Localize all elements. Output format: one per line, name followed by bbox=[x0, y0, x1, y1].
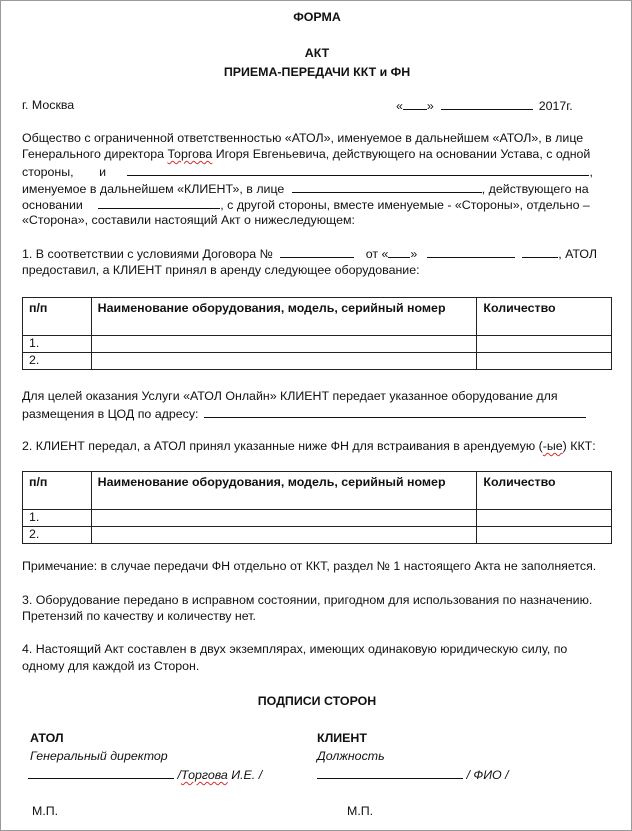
intro-line-4: именуемое в дальнейшем «КЛИЕНТ», в лице , действующего на bbox=[22, 182, 589, 196]
table-row bbox=[23, 353, 612, 370]
atol-seal-label: М.П. bbox=[32, 804, 59, 818]
atol-signature-blank[interactable] bbox=[28, 767, 174, 779]
quantity-cell[interactable] bbox=[477, 510, 612, 527]
table-row bbox=[23, 527, 612, 544]
section1-line-2: предоставил, а КЛИЕНТ принял в аренду следующее оборудование: bbox=[22, 263, 420, 277]
client-party-label: КЛИЕНТ bbox=[317, 731, 367, 745]
intro-line-5: основании , с другой стороны, вместе именуемые - «Стороны», отдельно – bbox=[22, 198, 590, 212]
section4-line-1: 4. Настоящий Акт составлен в двух экземплярах, имеющих одинаковую юридическую силу, по bbox=[22, 642, 568, 656]
intro-line-2: Генерального директора Торгова Игоря Евгеньевича, действующего на основании Устава, с одной bbox=[22, 147, 591, 161]
client-signature-blank[interactable] bbox=[317, 767, 463, 779]
quantity-cell[interactable] bbox=[477, 353, 612, 370]
atol-position: Генеральный директор bbox=[30, 749, 168, 763]
row-number: 1. bbox=[23, 510, 92, 527]
col-header-quantity: Количество bbox=[477, 298, 612, 336]
atol-online-line-2: размещения в ЦОД по адресу: bbox=[22, 406, 586, 421]
client-signature-line: / ФИО / bbox=[317, 767, 509, 782]
section3-line-1: 3. Оборудование передано в исправном состоянии, пригодном для использования по назначению. bbox=[22, 593, 593, 607]
contract-number-blank[interactable] bbox=[280, 246, 354, 258]
equipment-name-cell[interactable] bbox=[91, 527, 477, 544]
row-number: 1. bbox=[23, 336, 92, 353]
atol-party-label: АТОЛ bbox=[30, 731, 64, 745]
note-text: Примечание: в случае передачи ФН отдельно от ККТ, раздел № 1 настоящего Акта не заполняется. bbox=[22, 559, 597, 573]
date-field[interactable] bbox=[396, 98, 573, 113]
section2-text: 2. КЛИЕНТ передал, а АТОЛ принял указанные ниже ФН для встраивания в арендуемую (-ые) ККТ: bbox=[22, 439, 596, 453]
month-blank[interactable] bbox=[441, 98, 533, 110]
representative-blank[interactable] bbox=[292, 181, 482, 193]
basis-blank[interactable] bbox=[98, 197, 220, 209]
section1-line-1: 1. В соответствии с условиями Договора № от « » , АТОЛ bbox=[22, 247, 598, 261]
section3-line-2: Претензий по качеству и количеству нет. bbox=[22, 609, 256, 623]
datacenter-address-blank[interactable] bbox=[204, 406, 586, 418]
client-seal-label: М.П. bbox=[347, 804, 374, 818]
director-surname: Торгова bbox=[167, 147, 213, 161]
quantity-cell[interactable] bbox=[477, 527, 612, 544]
quote-close: » bbox=[426, 99, 434, 113]
col-header-name: Наименование оборудования, модель, серийный номер bbox=[91, 298, 477, 336]
day-blank[interactable] bbox=[403, 98, 427, 110]
atol-signature-line: /Торгова И.Е. / bbox=[28, 767, 262, 782]
equipment-table bbox=[22, 297, 612, 370]
act-title: АКТ bbox=[304, 46, 330, 60]
intro-line-6: «Сторона», составили настоящий Акт о нижеследующем: bbox=[22, 213, 355, 227]
section4-line-2: одному для каждой из Сторон. bbox=[22, 659, 200, 673]
year-label: 2017г. bbox=[538, 99, 573, 113]
intro-line-1: Общество с ограниченной ответственностью «АТОЛ», именуемое в дальнейшем «АТОЛ», в лице bbox=[22, 131, 584, 145]
col-header-number: п/п bbox=[23, 298, 92, 336]
col-header-quantity: Количество bbox=[477, 472, 612, 510]
contract-year-blank[interactable] bbox=[522, 246, 558, 258]
signatures-title: ПОДПИСИ СТОРОН bbox=[257, 694, 377, 708]
form-label: ФОРМА bbox=[293, 10, 341, 24]
equipment-name-cell[interactable] bbox=[91, 510, 477, 527]
table-row bbox=[23, 336, 612, 353]
intro-line-3: стороны, и , bbox=[22, 165, 593, 179]
table-header-row bbox=[23, 298, 612, 336]
city-label: г. Москва bbox=[22, 98, 75, 112]
atol-online-line-1: Для целей оказания Услуги «АТОЛ Онлайн» КЛИЕНТ передает указанное оборудование для bbox=[22, 389, 558, 403]
table-row bbox=[23, 510, 612, 527]
quantity-cell[interactable] bbox=[477, 336, 612, 353]
contract-day-blank[interactable] bbox=[388, 246, 410, 258]
row-number: 2. bbox=[23, 353, 92, 370]
contract-month-blank[interactable] bbox=[427, 246, 515, 258]
client-name-blank[interactable] bbox=[127, 164, 589, 176]
col-header-name: Наименование оборудования, модель, серийный номер bbox=[91, 472, 477, 510]
act-subtitle: ПРИЕМА-ПЕРЕДАЧИ ККТ и ФН bbox=[223, 65, 411, 79]
quote-open: « bbox=[396, 99, 403, 113]
equipment-name-cell[interactable] bbox=[91, 353, 477, 370]
col-header-number: п/п bbox=[23, 472, 92, 510]
equipment-name-cell[interactable] bbox=[91, 336, 477, 353]
table-header-row bbox=[23, 472, 612, 510]
fn-table bbox=[22, 471, 612, 544]
row-number: 2. bbox=[23, 527, 92, 544]
client-position: Должность bbox=[317, 749, 385, 763]
